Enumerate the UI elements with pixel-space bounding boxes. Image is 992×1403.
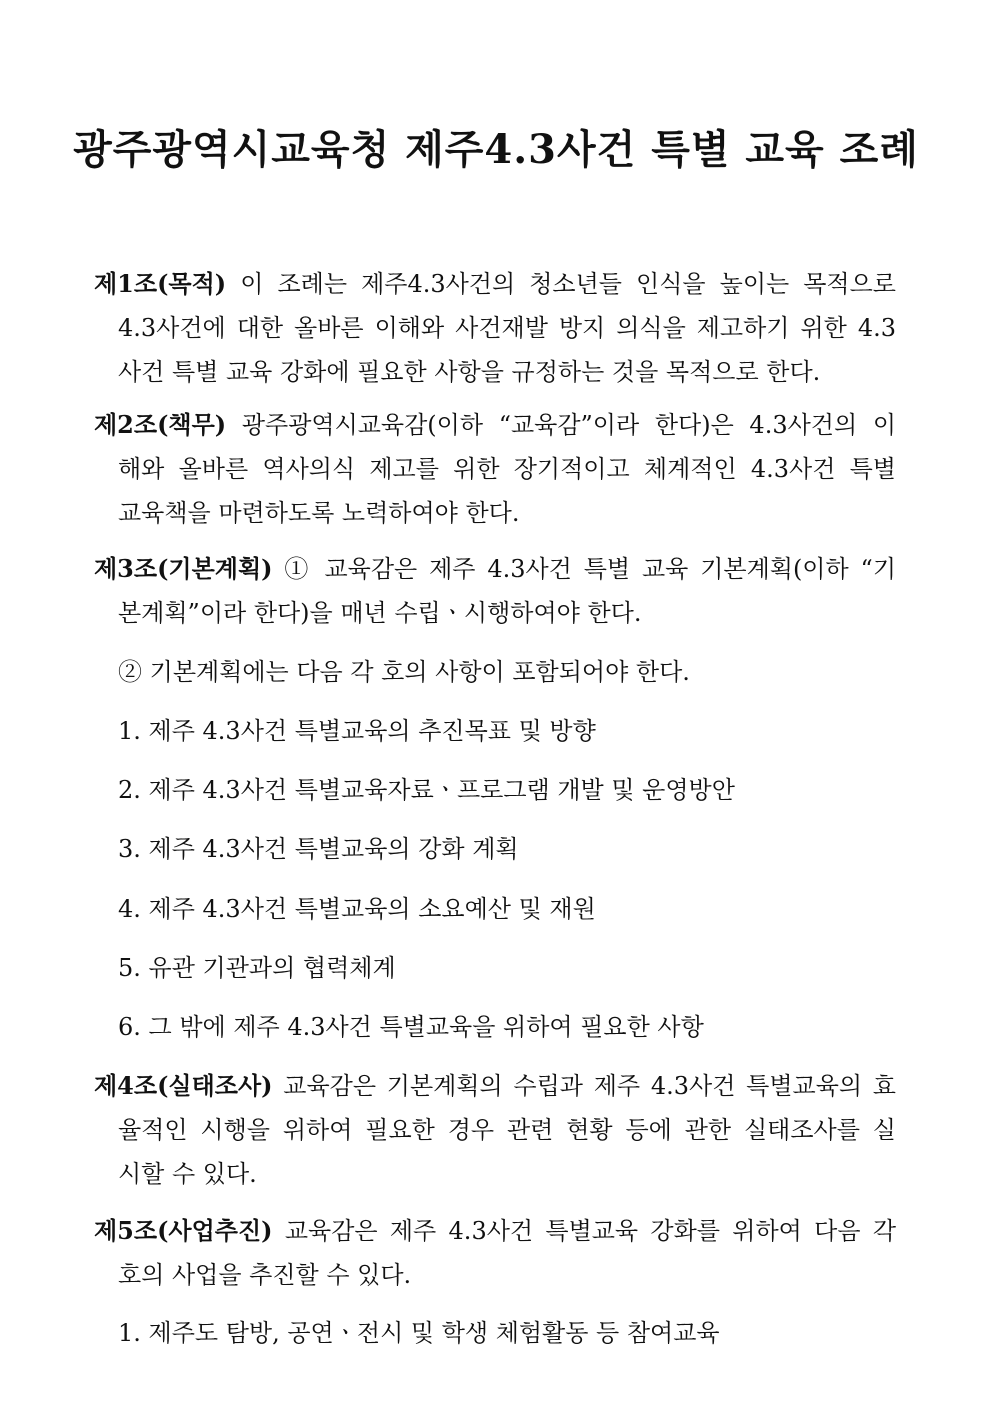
article-text: 본계획”이라 한다)을 매년 수립ㆍ시행하여야 한다. [118,599,642,627]
article-text: 교육감은 기본계획의 수립과 제주 4.3사건 특별교육의 효 [272,1072,896,1100]
article-3 [94,547,896,635]
article-text: 광주광역시교육감(이하 “교육감”이라 한다)은 4.3사건의 이 [226,411,896,439]
article-heading: 제1조(목적) [94,269,227,298]
article-text: 이 조례는 제주4.3사건의 청소년들 인식을 높이는 목적으로 [226,270,896,298]
document-title: 광주광역시교육청 제주4.3사건 특별 교육 조례 [73,126,919,173]
article-text: 4.3사건에 대한 올바른 이해와 사건재발 방지 의식을 제고하기 위한 4.3 [118,314,896,342]
article-heading: 제4조(실태조사) [94,1071,273,1100]
article-heading: 제2조(책무) [94,410,227,439]
article-text: 호의 사업을 추진할 수 있다. [118,1261,412,1289]
article-5 [94,1209,896,1297]
article-text: 해와 올바른 역사의식 제고를 위한 장기적이고 체계적인 4.3사건 특별 [118,455,896,483]
article-heading: 제3조(기본계획) [94,554,273,583]
article-2 [94,403,896,535]
article-text: 교육책을 마련하도록 노력하여야 한다. [118,499,520,527]
article-1 [94,262,896,394]
list-item: 2. 제주 4.3사건 특별교육자료ㆍ프로그램 개발 및 운영방안 [118,776,735,804]
list-item: 6. 그 밖에 제주 4.3사건 특별교육을 위하여 필요한 사항 [118,1013,704,1041]
article-text: ① 교육감은 제주 4.3사건 특별 교육 기본계획(이하 “기 [272,555,896,583]
article-4 [94,1064,896,1196]
article-text: 교육감은 제주 4.3사건 특별교육 강화를 위하여 다음 각 [272,1217,896,1245]
list-item: 1. 제주도 탐방, 공연ㆍ전시 및 학생 체험활동 등 참여교육 [118,1319,720,1347]
article-text: 사건 특별 교육 강화에 필요한 사항을 규정하는 것을 목적으로 한다. [118,358,821,386]
list-item: 4. 제주 4.3사건 특별교육의 소요예산 및 재원 [118,895,596,923]
list-item: ② 기본계획에는 다음 각 호의 사항이 포함되어야 한다. [118,658,690,686]
list-item: 1. 제주 4.3사건 특별교육의 추진목표 및 방향 [118,717,596,745]
article-text: 시할 수 있다. [118,1160,257,1188]
article-text: 율적인 시행을 위하여 필요한 경우 관련 현황 등에 관한 실태조사를 실 [118,1116,896,1144]
list-item: 3. 제주 4.3사건 특별교육의 강화 계획 [118,835,519,863]
list-item: 5. 유관 기관과의 협력체계 [118,954,396,982]
article-heading: 제5조(사업추진) [94,1216,273,1245]
